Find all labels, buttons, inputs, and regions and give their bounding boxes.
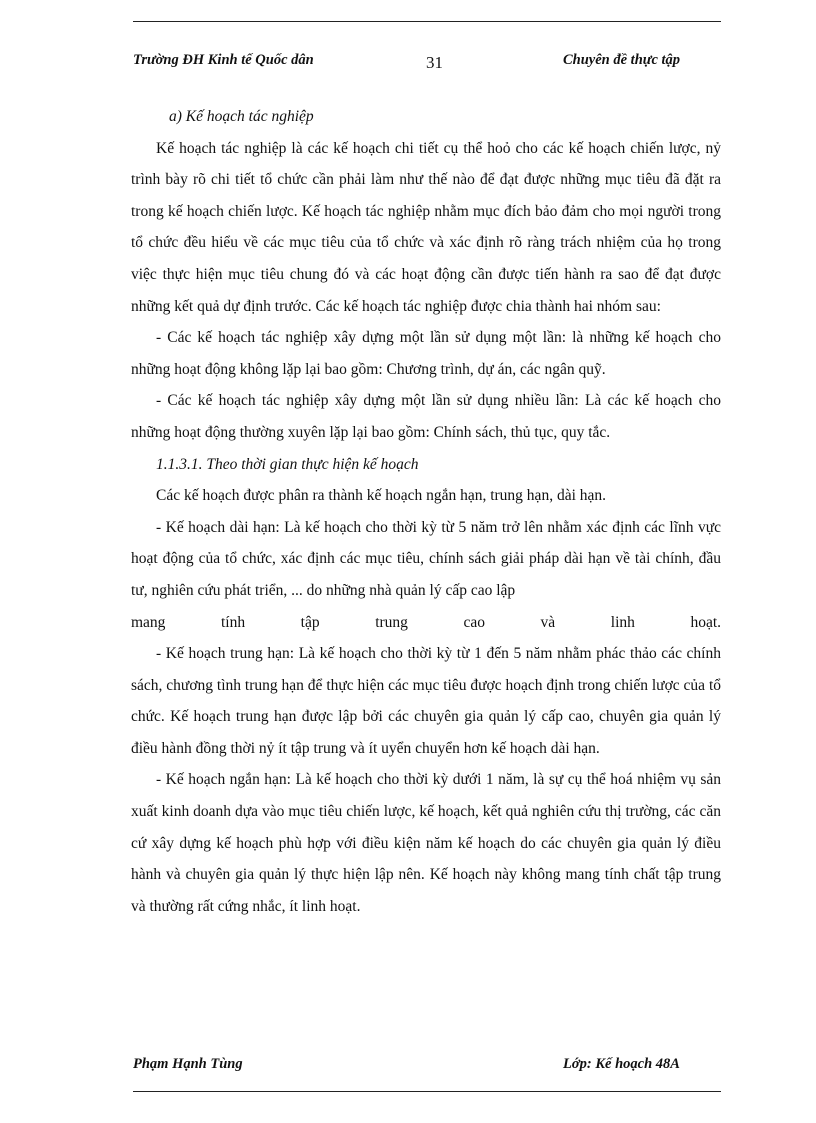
- paragraph-1: Kế hoạch tác nghiệp là các kế hoạch chi tiết cụ thể hoỏ cho các kế hoạch chiến lược, nỷ trình bày rõ chi tiết tổ chức cần phải làm như thế nào để đạt được những mục tiêu đã đặt ra trong kế hoạch chiến lược. Kế hoạch tác nghiệp nhằm mục đích bảo đảm cho mọi người trong tổ chức đều hiểu về các mục tiêu của tổ chức và xác định rõ ràng trách nhiệm của họ trong việc thực hiện mục tiêu chung đó và các hoạt động cần được tiến hành ra sao để đạt được những kết quả dự định trước. Các kế hoạch tác nghiệp được chia thành hai nhóm sau:: [131, 139, 721, 315]
- subheading-1-1-3-1: 1.1.3.1. Theo thời gian thực hiện kế hoạch: [156, 455, 419, 473]
- header-rule: [133, 21, 721, 22]
- document-body: [131, 101, 721, 922]
- header-title: Chuyên đề thực tập: [563, 52, 681, 68]
- paragraph-4: Các kế hoạch được phân ra thành kế hoạch ngắn hạn, trung hạn, dài hạn.: [156, 487, 607, 505]
- page-number: 31: [426, 53, 443, 72]
- paragraph-5-last-line: mang tính tập trung cao và linh hoạt.: [131, 613, 721, 631]
- paragraph-3: - Các kế hoạch tác nghiệp xây dựng một lần sử dụng nhiều lần: Là các kế hoạch cho những hoạt động thường xuyên lặp lại bao gồm: Chính sách, thủ tục, quy tắc.: [131, 392, 721, 441]
- subheading-a: a) Kế hoạch tác nghiệp: [169, 108, 314, 125]
- paragraph-5: - Kế hoạch dài hạn: Là kế hoạch cho thời kỳ từ 5 năm trở lên nhằm xác định các lĩnh vực hoạt động của tổ chức, xác định các mục tiêu, chính sách giải pháp dài hạn về tài chính, đầu tư, nghiên cứu phát triển, ... do những nhà quản lý cấp cao lập: [131, 518, 721, 599]
- footer-author: Phạm Hạnh Tùng: [133, 1056, 243, 1072]
- footer-rule: [133, 1091, 721, 1092]
- paragraph-6: - Kế hoạch trung hạn: Là kế hoạch cho thời kỳ từ 1 đến 5 năm nhằm phác thảo các chính sách, chương tình trung hạn để thực hiện các mục tiêu được hoạch định trong chiến lược của tổ chức. Kế hoạch trung hạn được lập bởi các chuyên gia quản lý cấp cao, chuyên gia quản lý điều hành đồng thời nỷ ít tập trung và ít uyển chuyển hơn kế hoạch dài hạn.: [131, 645, 721, 757]
- paragraph-7: - Kế hoạch ngắn hạn: Là kế hoạch cho thời kỳ dưới 1 năm, là sự cụ thể hoá nhiệm vụ sản xuất kinh doanh dựa vào mục tiêu chiến lược, kế hoạch, kết quả nghiên cứu thị trường, các căn cứ xây dựng kế hoạch phù hợp với điều kiện năm kế hoạch do các chuyên gia quản lý điều hành và chuyên gia quản lý thực hiện lập nên. Kế hoạch này không mang tính chất tập trung và thường rất cứng nhắc, ít linh hoạt.: [131, 771, 721, 915]
- paragraph-2: - Các kế hoạch tác nghiệp xây dựng một lần sử dụng một lần: là những kế hoạch cho những hoạt động không lặp lại bao gồm: Chương trình, dự án, các ngân quỹ.: [131, 329, 721, 378]
- footer-class: Lớp: Kế hoạch 48A: [563, 1056, 680, 1072]
- header-school: Trường ĐH Kinh tế Quốc dân: [133, 52, 314, 68]
